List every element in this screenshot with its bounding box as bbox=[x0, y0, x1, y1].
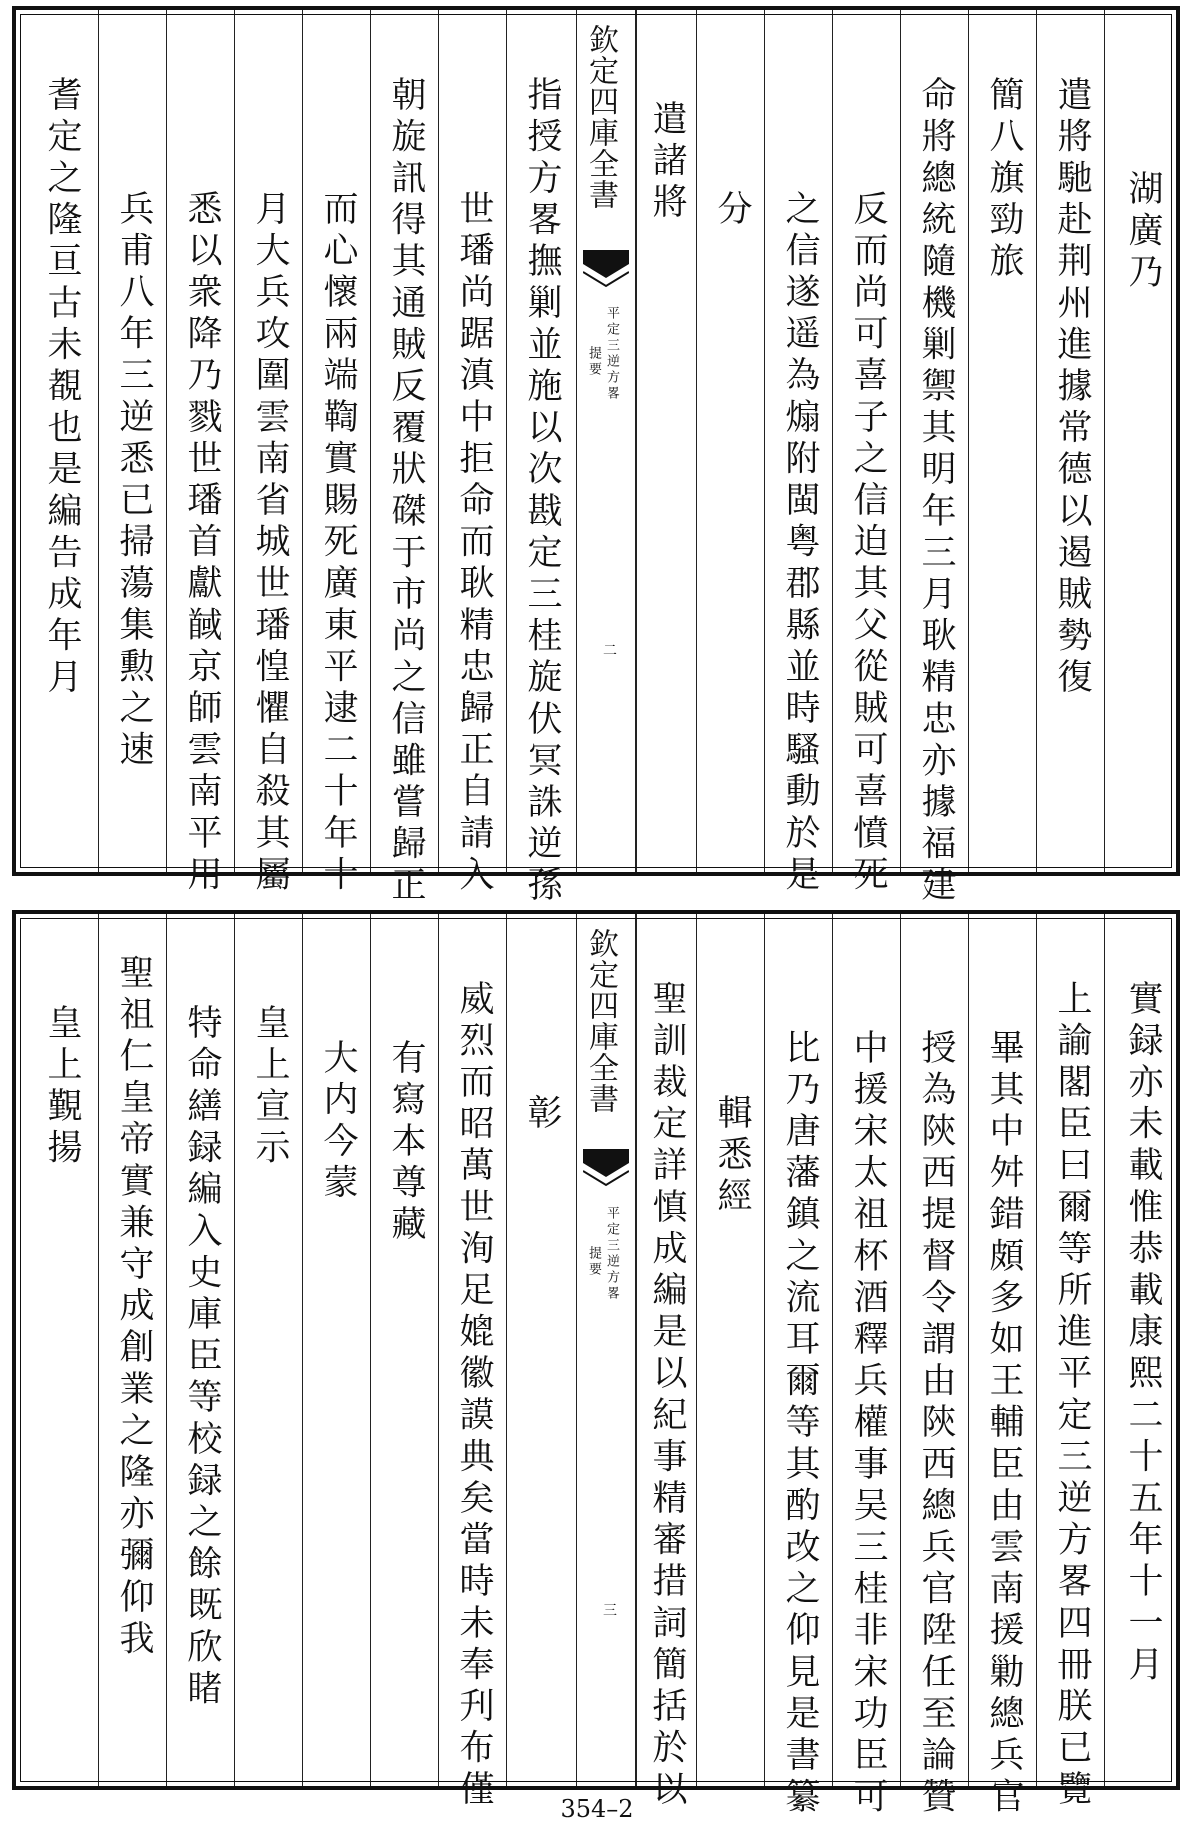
book-title: 欽定四庫全書 bbox=[583, 24, 618, 210]
text-column: 聖訓裁定詳慎成編是以紀事精審措詞簡括於以 bbox=[647, 980, 687, 1812]
top-col-l5 bbox=[234, 10, 304, 898]
top-col-r7 bbox=[696, 10, 766, 872]
bottom-col-r8 bbox=[636, 914, 706, 1812]
bottom-col-l5 bbox=[234, 914, 304, 1786]
leaf-number: 二 bbox=[603, 643, 617, 659]
text-column: 世璠尚踞滇中拒命而耿精忠歸正自請入 bbox=[454, 190, 494, 898]
text-column: 大内今蒙 bbox=[318, 1039, 358, 1206]
text-column: 中援宋太祖杯酒釋兵權事吴三桂非宋功臣可 bbox=[848, 1029, 888, 1820]
bottom-col-l7 bbox=[98, 914, 168, 1786]
text-column: 皇上覲揚 bbox=[42, 1004, 82, 1171]
bottom-col-l8 bbox=[24, 914, 94, 1786]
top-col-r4 bbox=[900, 10, 970, 908]
bottom-col-r7 bbox=[696, 914, 766, 1786]
text-column: 授為陝西提督令謂由陝西總兵官陞任至論贊 bbox=[916, 1029, 956, 1820]
text-column: 指授方畧撫剿並施以次戡定三桂旋伏冥誅逆孫 bbox=[522, 76, 562, 908]
top-page bbox=[12, 6, 1180, 908]
page-number: 354–2 bbox=[560, 1795, 634, 1823]
top-col-r3 bbox=[968, 10, 1038, 872]
bottom-col-l2 bbox=[438, 914, 508, 1812]
top-col-l2 bbox=[438, 10, 508, 898]
bottom-col-l3 bbox=[370, 914, 440, 1786]
text-column: 有寫本尊藏 bbox=[386, 1039, 426, 1247]
text-column: 輯悉經 bbox=[712, 1094, 752, 1219]
bottom-col-r6 bbox=[764, 914, 834, 1820]
top-col-r8 bbox=[636, 10, 706, 872]
text-column: 朝旋訊得其通賊反覆狀磔于市尚之信雖嘗歸正 bbox=[386, 76, 426, 908]
bottom-col-r2 bbox=[1036, 914, 1106, 1812]
book-title: 欽定四庫全書 bbox=[583, 928, 618, 1114]
top-center-strip bbox=[576, 10, 636, 872]
text-column: 兵甫八年三逆悉已掃蕩集勲之速 bbox=[114, 190, 154, 773]
fishtail-mark-icon bbox=[583, 250, 629, 290]
center-subtitle: 平定三逆方畧 bbox=[604, 306, 619, 402]
text-column: 而心懷兩端鞫實賜死廣東平逮二十年十 bbox=[318, 190, 358, 898]
text-column: 彰 bbox=[522, 1094, 562, 1136]
bottom-col-r1 bbox=[1104, 914, 1174, 1786]
top-col-r6 bbox=[764, 10, 834, 898]
center-subtitle: 平定三逆方畧 bbox=[604, 1206, 619, 1302]
top-col-r1 bbox=[1104, 10, 1174, 872]
center-subtitle-2: 提要 bbox=[586, 1246, 601, 1278]
text-column: 月大兵攻圍雲南省城世璠惶懼自殺其屬 bbox=[250, 190, 290, 898]
text-column: 命將總統隨機剿禦其明年三月耿精忠亦據福建 bbox=[916, 76, 956, 908]
leaf-number: 三 bbox=[603, 1603, 617, 1619]
top-col-l4 bbox=[302, 10, 372, 898]
bottom-col-l6 bbox=[166, 914, 236, 1786]
top-col-l7 bbox=[98, 10, 168, 872]
text-column: 耆定之隆亘古未覩也是編告成年月 bbox=[42, 76, 82, 700]
text-column: 比乃唐藩鎮之流耳爾等其酌改之仰見是書纂 bbox=[780, 1029, 820, 1820]
text-column: 畢其中舛錯頗多如王輔臣由雲南援勦總兵官 bbox=[984, 1029, 1024, 1820]
bottom-center-strip bbox=[576, 914, 636, 1786]
text-column: 遣諸將 bbox=[647, 100, 687, 225]
text-column: 分 bbox=[712, 190, 752, 232]
text-column: 皇上宣示 bbox=[250, 1004, 290, 1171]
fishtail-mark-icon bbox=[583, 1149, 629, 1189]
top-col-r5 bbox=[832, 10, 902, 898]
text-column: 湖廣乃 bbox=[1123, 170, 1163, 295]
top-col-r2 bbox=[1036, 10, 1106, 872]
text-column: 上諭閣臣曰爾等所進平定三逆方畧四冊朕已覽 bbox=[1052, 980, 1092, 1812]
text-column: 特命繕録編入史庫臣等校録之餘既欣睹 bbox=[182, 1004, 222, 1712]
top-col-l1 bbox=[506, 10, 576, 908]
text-column: 遣將馳赴荆州進據常德以遏賊勢復 bbox=[1052, 76, 1092, 700]
bottom-col-r4 bbox=[900, 914, 970, 1820]
text-column: 之信遂遥為煽附閩粤郡縣並時騷動於是 bbox=[780, 190, 820, 898]
top-col-l3 bbox=[370, 10, 440, 908]
text-column: 聖祖仁皇帝實兼守成創業之隆亦彌仰我 bbox=[114, 954, 154, 1662]
bottom-col-l1 bbox=[506, 914, 576, 1786]
text-column: 悉以衆降乃戮世璠首獻馘京師雲南平用 bbox=[182, 190, 222, 898]
bottom-col-r5 bbox=[832, 914, 902, 1820]
top-col-l6 bbox=[166, 10, 236, 898]
bottom-col-l4 bbox=[302, 914, 372, 1786]
bottom-col-r3 bbox=[968, 914, 1038, 1820]
text-column: 威烈而昭萬世洵足媲徽謨典矣當時未奉刋布僅 bbox=[454, 980, 494, 1812]
text-column: 簡八旗勁旅 bbox=[984, 76, 1024, 284]
top-col-l8 bbox=[24, 10, 94, 872]
text-column: 實録亦未載惟恭載康熙二十五年十一月 bbox=[1123, 980, 1163, 1688]
text-column: 反而尚可喜子之信迫其父從賊可喜憤死 bbox=[848, 190, 888, 898]
center-subtitle-2: 提要 bbox=[586, 346, 601, 378]
